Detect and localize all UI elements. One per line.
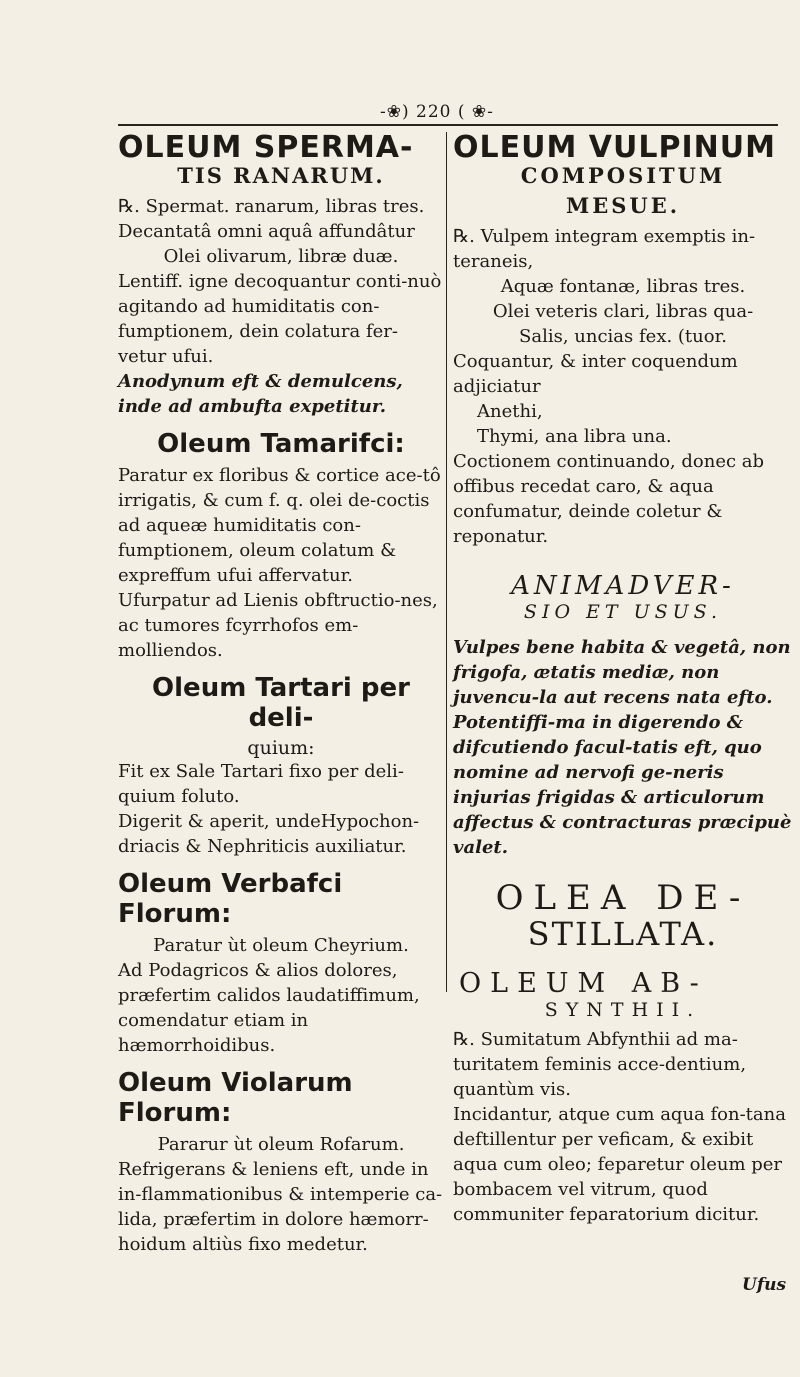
recipe-line: Salis, uncias fex. (tuor.	[519, 326, 727, 347]
title-oleum-spermatis: OLEUM SPERMA-	[118, 130, 414, 165]
recipe-line: Olei olivarum, libræ duæ.	[163, 246, 399, 267]
recipe-line: Olei veteris clari, libras qua-	[492, 301, 754, 322]
heading-oleum-absynthii: OLEUM AB-	[459, 968, 708, 999]
right-column	[453, 132, 793, 1227]
title-mesue: MESUE.	[565, 193, 681, 218]
page-header	[0, 100, 800, 126]
title-compositum: COMPOSITUM	[520, 163, 726, 188]
recipe-line: Anethi,	[477, 401, 543, 422]
paragraph: Incidantur, atque cum aqua fon-tana deftillentur per veficam, & exibit aqua cum oleo; feparetur oleum per bombacem vel vitrum, quod communiter feparatorium dicitur.	[453, 1104, 786, 1225]
paragraph: Lentiff. igne decoquantur conti-nuò agitando ad humiditatis con-fumptionem, dein colatura fer-vetur ufui.	[118, 271, 442, 367]
recipe-line: ℞. Sumitatum Abfynthii ad ma-turitatem feminis acce-dentium, quantùm vis.	[453, 1029, 747, 1100]
heading-tartari: Oleum Tartari per deli-	[152, 673, 410, 733]
recipe-line: Aquæ fontanæ, libras tres.	[500, 276, 746, 297]
usage-note: Refrigerans & leniens eft, unde in in-flammationibus & intemperie ca-lida, præfertim in dolore hæmorr-hoidum altiùs fixo medetur.	[118, 1159, 443, 1255]
column-divider	[446, 132, 447, 992]
heading-absynthii: SYNTHII.	[544, 999, 702, 1021]
catchword: Ufus	[742, 1275, 787, 1295]
heading-olea: OLEA DE-	[495, 878, 751, 918]
heading-tamarisci: Oleum Tamarifci:	[157, 429, 405, 459]
heading-tartari-cont: quium:	[247, 737, 315, 759]
paragraph: Coctionem continuando, donec ab offibus recedat caro, & aqua confumatur, deinde coletur & reponatur.	[453, 451, 765, 547]
heading-animadversio: ANIMADVER-	[511, 571, 735, 601]
usage-note: Ad Podagricos & alios dolores, præfertim calidos laudatiffimum, comendatur etiam in hæmorrhoidibus.	[118, 960, 420, 1056]
page-number: -❀) 220 ( ❀-	[380, 102, 494, 122]
usage-note: Anodynum eft & demulcens, inde ad ambufta expetitur.	[118, 371, 403, 417]
title-oleum-vulpinum: OLEUM VULPINUM	[453, 130, 776, 165]
paragraph: Pararur ùt oleum Rofarum.	[157, 1134, 405, 1155]
recipe-line: ℞. Spermat. ranarum, libras tres.	[118, 196, 425, 217]
usage-note: Ufurpatur ad Lienis obftructio-nes, ac tumores fcyrrhofos em-molliendos.	[118, 590, 438, 661]
heading-usus: SIO ET USUS.	[523, 601, 723, 623]
left-column	[118, 132, 444, 1257]
heading-verbasci: Oleum Verbafci Florum:	[118, 869, 343, 929]
heading-violarum: Oleum Violarum Florum:	[118, 1068, 353, 1128]
title-ranarum: TIS RANARUM.	[177, 163, 385, 188]
paragraph: Paratur ex floribus & cortice ace-tô irrigatis, & cum f. q. olei de-coctis ad aqueæ humiditatis con-fumptionem, oleum colatum & expreffum ufui affervatur.	[118, 465, 441, 586]
paragraph: Fit ex Sale Tartari fixo per deli-quium foluto.	[118, 761, 404, 807]
paragraph: Coquantur, & inter coquendum adjiciatur	[453, 351, 738, 397]
recipe-line: ℞. Vulpem integram exemptis in-teraneis,	[453, 226, 756, 272]
usage-note: Digerit & aperit, undeHypochon-driacis & Nephriticis auxiliatur.	[118, 811, 420, 857]
paragraph: Paratur ùt oleum Cheyrium.	[153, 935, 409, 956]
header-rule	[118, 124, 778, 126]
recipe-line: Thymi, ana libra una.	[477, 426, 672, 447]
usage-note: Vulpes bene habita & vegetâ, non frigofa, ætatis mediæ, non juvencu-la aut recens nata efto. Potentiffi-ma in digerendo & difcutiendo facul-tatis eft, quo nomine ad nervofi ge-neris injurias frigidas & articulorum affectus & contracturas præcipuè valet.	[453, 637, 792, 858]
recipe-line: Decantatâ omni aquâ affundâtur	[118, 221, 415, 242]
heading-destillata: STILLATA.	[527, 915, 719, 953]
